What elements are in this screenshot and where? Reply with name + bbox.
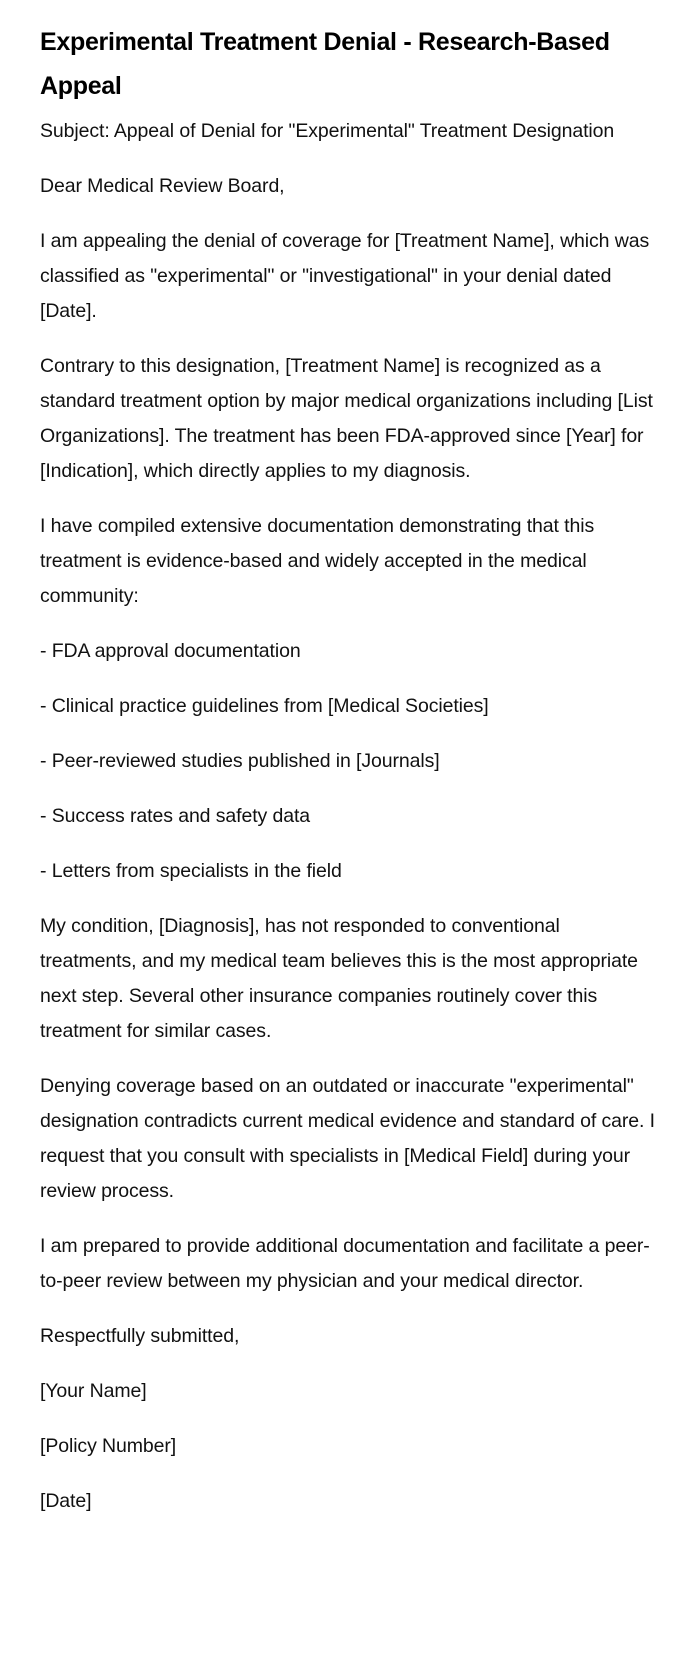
salutation: Dear Medical Review Board, <box>40 175 285 197</box>
body-paragraph-condition: My condition, [Diagnosis], has not responded to conventional treatments, and my medical team believes this is the most appropriate next step. Several other insurance companies routinely cover this treatment for similar cases. <box>40 915 638 1042</box>
signature-date: [Date] <box>40 1490 92 1512</box>
subject-line: Subject: Appeal of Denial for "Experimental" Treatment Designation <box>40 120 615 142</box>
body-paragraph-request: Denying coverage based on an outdated or inaccurate "experimental" designation contradicts current medical evidence and standard of care. I request that you consult with specialists in [Medical Field] during your review process. <box>40 1075 655 1202</box>
signature-policy-number: [Policy Number] <box>40 1435 177 1457</box>
body-paragraph-intro: I am appealing the denial of coverage for [Treatment Name], which was classified as "experimental" or "investigational" in your denial dated [Date]. <box>40 230 650 322</box>
list-item: - Peer-reviewed studies published in [Journals] <box>40 750 440 772</box>
list-item: - Letters from specialists in the field <box>40 860 342 882</box>
list-item: - Clinical practice guidelines from [Medical Societies] <box>40 695 489 717</box>
body-paragraph-offer: I am prepared to provide additional documentation and facilitate a peer-to-peer review between my physician and your medical director. <box>40 1235 650 1292</box>
signature-name: [Your Name] <box>40 1380 147 1402</box>
body-paragraph-documentation: I have compiled extensive documentation demonstrating that this treatment is evidence-based and widely accepted in the medical community: <box>40 515 595 607</box>
list-item: - FDA approval documentation <box>40 640 301 662</box>
list-item: - Success rates and safety data <box>40 805 311 827</box>
document-title: Experimental Treatment Denial - Research-Based Appeal <box>40 28 610 100</box>
body-paragraph-standard-treatment: Contrary to this designation, [Treatment Name] is recognized as a standard treatment option by major medical organizations including [List Organizations]. The treatment has been FDA-approved since [Year] for [Indication], which directly applies to my diagnosis. <box>40 355 653 482</box>
closing: Respectfully submitted, <box>40 1325 240 1347</box>
